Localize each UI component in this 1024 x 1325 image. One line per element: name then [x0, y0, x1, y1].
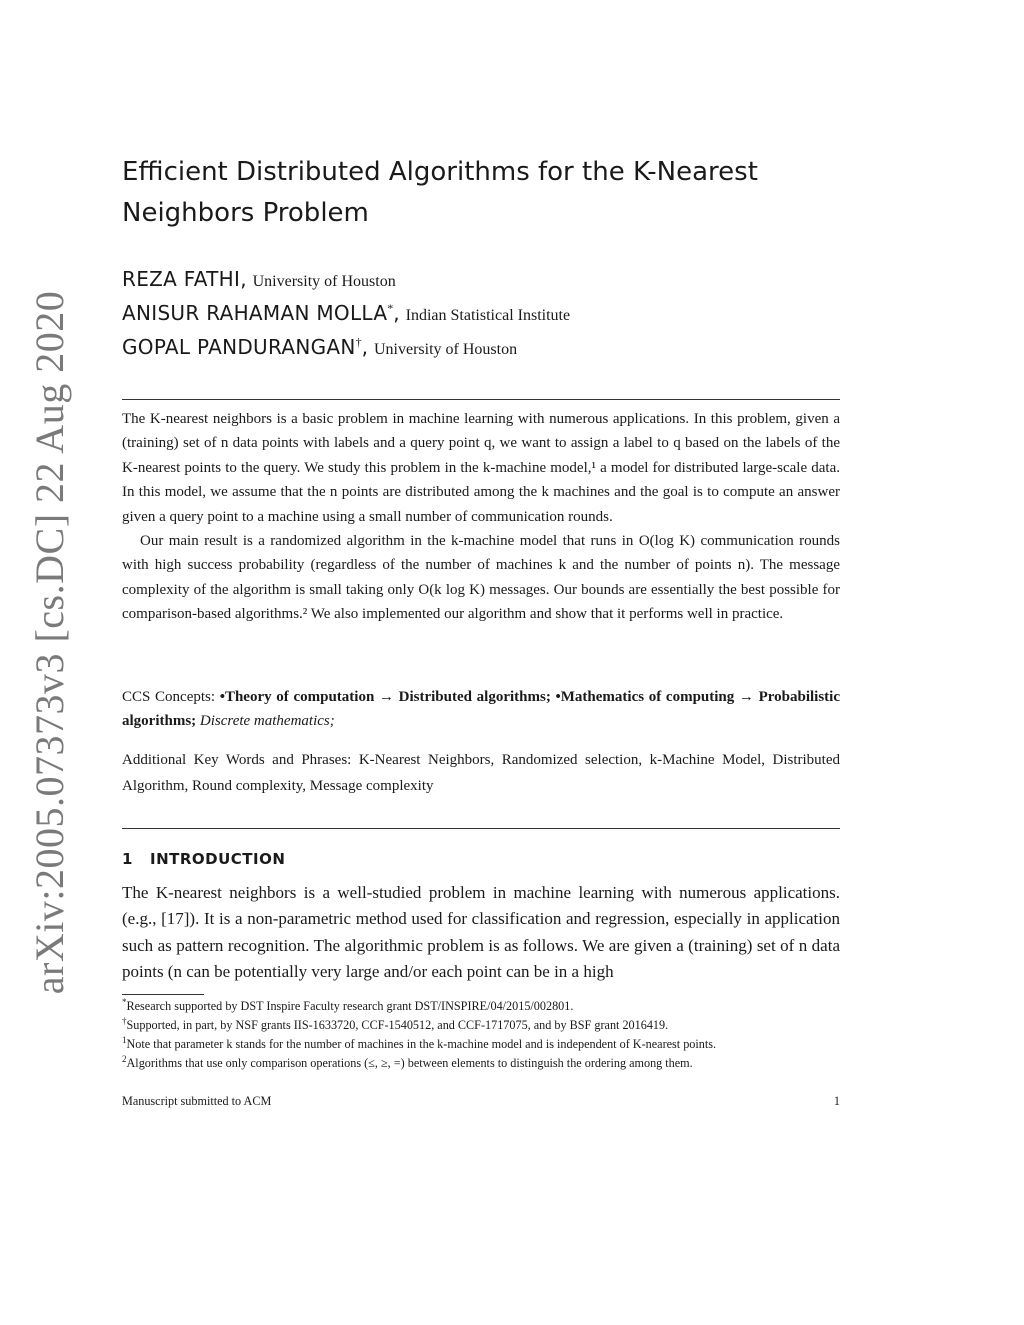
- author-separator: ,: [393, 301, 400, 325]
- author-name: GOPAL PANDURANGAN: [122, 335, 356, 359]
- author-entry: [122, 267, 840, 301]
- abstract: [122, 407, 840, 627]
- section-number: 1: [122, 850, 133, 868]
- footnote-text: Algorithms that use only comparison operations (≤, ≥, =) between elements to distinguish the ordering among them.: [126, 1056, 693, 1070]
- footnote-rule: [122, 994, 204, 995]
- ccs-concept: Discrete mathematics;: [199, 713, 335, 730]
- author-affiliation: Indian Statistical Institute: [405, 307, 571, 324]
- ccs-label: CCS Concepts:: [122, 689, 220, 705]
- author-list: [122, 267, 840, 369]
- author-separator: ,: [361, 335, 368, 359]
- author-affiliation: University of Houston: [252, 273, 396, 290]
- footer-note: Manuscript submitted to ACM: [122, 1094, 272, 1108]
- author-footnote-mark: †: [355, 335, 362, 349]
- author-affiliation: University of Houston: [374, 341, 518, 358]
- abstract-paragraph: The K-nearest neighbors is a basic problem in machine learning with numerous applications. In this problem, given a (training) set of n data points with labels and a query point q, we want to assign a label to q based on the labels of the K-nearest points to the query. We study this problem in the k-machine model,¹ a model for distributed large-scale data. In this model, we assume that the n points are distributed among the k machines and the goal is to compute an answer given a query point to a machine using a small number of communication rounds.: [122, 411, 840, 525]
- footnote: [122, 1036, 840, 1053]
- footnote-mark: 1: [122, 1034, 127, 1045]
- footnote: [122, 998, 840, 1015]
- ccs-concept: •Mathematics of computing → Probabilistic algorithms;: [122, 689, 841, 730]
- footnote-text: Note that parameter k stands for the number of machines in the k-machine model and is independent of K-nearest points.: [126, 1037, 717, 1051]
- author-name: REZA FATHI: [122, 267, 241, 291]
- footnotes: [122, 998, 840, 1074]
- author-entry: [122, 301, 840, 335]
- arxiv-identifier-stamp: [20, 290, 80, 995]
- footnote: [122, 1017, 840, 1034]
- author-footnote-mark: *: [387, 301, 394, 315]
- footnote: [122, 1055, 840, 1072]
- ccs-concept: •Theory of computation → Distributed algorithms;: [219, 689, 551, 705]
- section-heading: [122, 850, 285, 868]
- author-separator: ,: [240, 267, 247, 291]
- author-entry: [122, 335, 840, 369]
- arxiv-identifier-text: arXiv:2005.07373v3 [cs.DC] 22 Aug 2020: [27, 290, 73, 995]
- footnote-text: Supported, in part, by NSF grants IIS-1633720, CCF-1540512, and CCF-1717075, and by BSF grant 2016419.: [126, 1018, 669, 1032]
- abstract-bottom-rule: [122, 828, 840, 829]
- abstract-paragraph: Our main result is a randomized algorithm in the k-machine model that runs in O(log K) communication rounds with high success probability (regardless of the number of machines k and the number of points n). The message complexity of the algorithm is small taking only O(k log K) messages. Our bounds are essentially the best possible for comparison-based algorithms.² We also implemented our algorithm and show that it performs well in practice.: [122, 533, 840, 623]
- ccs-concepts: [122, 685, 840, 734]
- footnote-text: Research supported by DST Inspire Faculty research grant DST/INSPIRE/04/2015/002801.: [126, 999, 574, 1013]
- page-number: 1: [833, 1094, 840, 1108]
- paper-title: Efficient Distributed Algorithms for the K-Nearest Neighbors Problem: [122, 157, 758, 228]
- introduction-paragraph: The K-nearest neighbors is a well-studied problem in machine learning with numerous applications. (e.g., [17]). It is a non-parametric method used for classification and regression, especially in application such as pattern recognition. The algorithmic problem is as follows. We are given a (training) set of n data points (n can be potentially very large and/or each point can be in a high: [122, 883, 840, 981]
- footnote-mark: *: [122, 996, 127, 1007]
- page-footer: [122, 1094, 840, 1109]
- author-name: ANISUR RAHAMAN MOLLA: [122, 301, 388, 325]
- footnote-mark: †: [122, 1015, 127, 1026]
- section-title: INTRODUCTION: [150, 850, 286, 868]
- abstract-top-rule: [122, 399, 840, 400]
- footnote-mark: 2: [122, 1053, 127, 1064]
- keywords: Additional Key Words and Phrases: K-Nearest Neighbors, Randomized selection, k-Machine Model, Distributed Algorithm, Round complexity, Message complexity: [122, 752, 840, 794]
